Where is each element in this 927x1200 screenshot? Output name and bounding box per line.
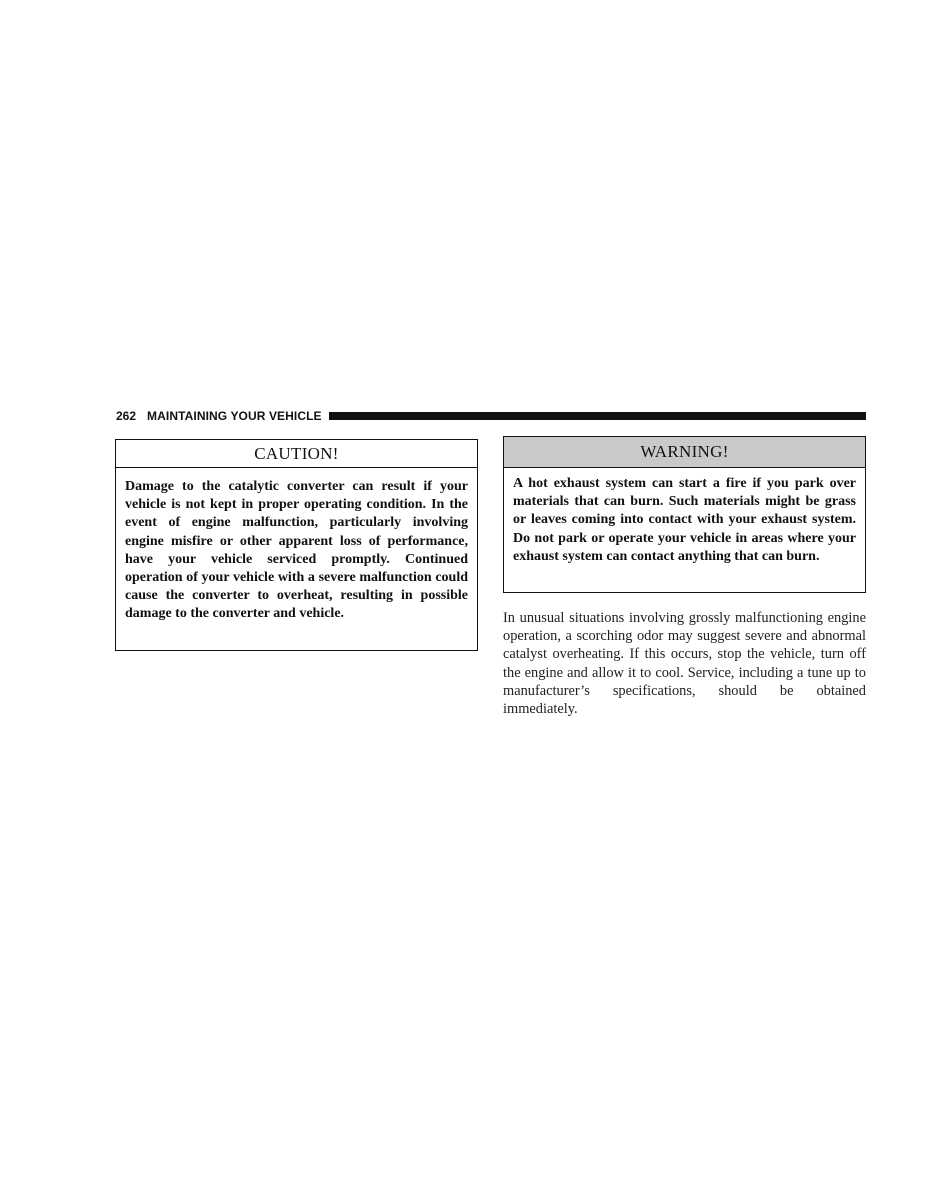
page-header xyxy=(116,407,866,425)
body-paragraph: In unusual situations involving grossly malfunctioning engine operation, a scorching odor may suggest severe and abnormal catalyst overheating. If this occurs, stop the vehicle, turn off the engine and allow it to cool. Service, including a tune up to manufacturer’s specifications, should be obtained immediately. xyxy=(503,610,866,718)
warning-box xyxy=(503,436,866,593)
warning-heading: WARNING! xyxy=(504,437,865,468)
section-title: MAINTAINING YOUR VEHICLE xyxy=(147,409,322,423)
warning-text: A hot exhaust system can start a fire if you park over materials that can burn. Such materials might be grass or leaves coming into contact with your exhaust system. Do not park or operate your vehicle in areas where your exhaust system can contact anything that can burn. xyxy=(513,476,856,564)
caution-heading: CAUTION! xyxy=(116,440,477,468)
caution-box xyxy=(115,439,478,651)
page-number: 262 xyxy=(116,409,137,423)
header-rule xyxy=(329,412,866,420)
caution-text: Damage to the catalytic converter can result if your vehicle is not kept in proper operating condition. In the event of engine malfunction, particularly involving engine misfire or other apparent loss of performance, have your vehicle serviced promptly. Continued operation of your vehicle with a severe malfunction could cause the converter to overheat, resulting in possible damage to the converter and vehicle. xyxy=(125,479,468,622)
